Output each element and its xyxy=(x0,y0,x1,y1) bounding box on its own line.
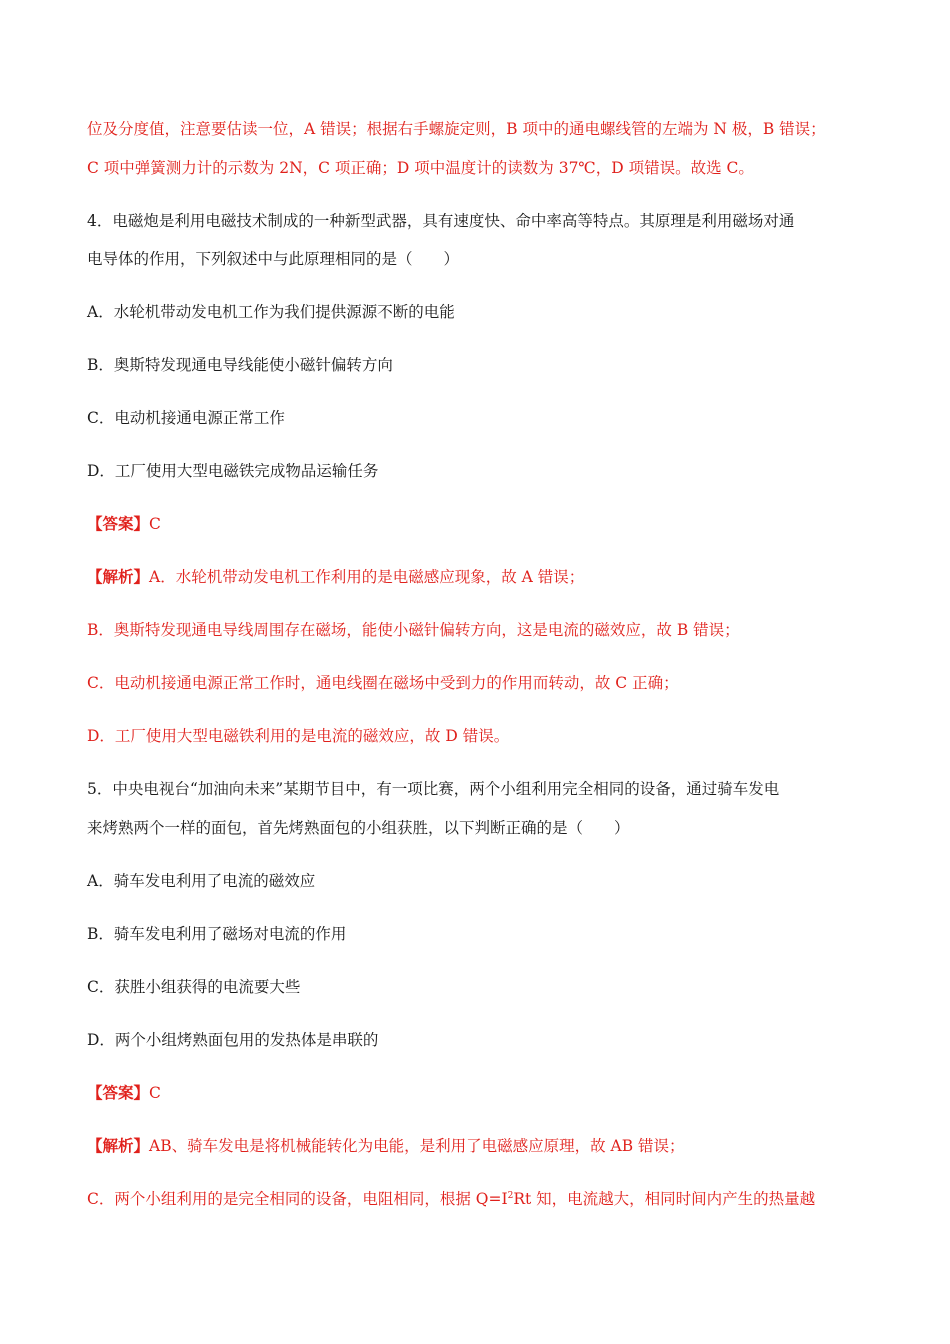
continuation-line-1: 位及分度值，注意要估读一位，A 错误；根据右手螺旋定则，B 项中的通电螺线管的左端为 N 极，B 错误； xyxy=(87,120,826,138)
answer-tag: 【答案】 xyxy=(87,1083,150,1102)
q4-stem-line-2: 电导体的作用，下列叙述中与此原理相同的是（ ） xyxy=(87,250,460,268)
q4-option-d: D．工厂使用大型电磁铁完成物品运输任务 xyxy=(87,462,379,480)
analysis-text: A．水轮机带动发电机工作利用的是电磁感应现象，故 A 错误； xyxy=(149,568,585,586)
analysis-text: AB、骑车发电是将机械能转化为电能，是利用了电磁感应原理，故 AB 错误； xyxy=(149,1137,685,1155)
analysis-text-pre: C．两个小组利用的是完全相同的设备，电阻相同，根据 Q=I xyxy=(87,1190,508,1208)
answer-value: C xyxy=(149,515,161,533)
q4-stem-line-1: 4．电磁炮是利用电磁技术制成的一种新型武器，具有速度快、命中率高等特点。其原理是利用磁场对通 xyxy=(87,212,795,230)
q4-analysis-line-1 xyxy=(87,566,877,588)
answer-tag: 【答案】 xyxy=(87,514,150,533)
q5-analysis-line-2 xyxy=(87,1188,877,1210)
q4-option-b: B．奥斯特发现通电导线能使小磁针偏转方向 xyxy=(87,356,393,374)
q4-analysis-line-4: D．工厂使用大型电磁铁利用的是电流的磁效应，故 D 错误。 xyxy=(87,727,510,745)
q4-answer xyxy=(87,513,877,535)
analysis-text-post: Rt 知，电流越大，相同时间内产生的热量越 xyxy=(513,1190,816,1208)
exponent: 2 xyxy=(507,1191,514,1201)
q5-option-b: B．骑车发电利用了磁场对电流的作用 xyxy=(87,925,347,943)
q4-option-a: A．水轮机带动发电机工作为我们提供源源不断的电能 xyxy=(87,303,455,321)
continuation-line-2: C 项中弹簧测力计的示数为 2N，C 项正确；D 项中温度计的读数为 37℃，D 项错误。故选 C。 xyxy=(87,159,754,177)
q4-option-c: C．电动机接通电源正常工作 xyxy=(87,409,285,427)
answer-value: C xyxy=(149,1084,161,1102)
q5-stem-line-1: 5．中央电视台“加油向未来”某期节目中，有一项比赛，两个小组利用完全相同的设备，通过骑车发电 xyxy=(87,780,780,798)
q5-option-c: C．获胜小组获得的电流要大些 xyxy=(87,978,301,996)
q4-analysis-line-2: B．奥斯特发现通电导线周围存在磁场，能使小磁针偏转方向，这是电流的磁效应，故 B 错误； xyxy=(87,621,740,639)
q5-stem-line-2: 来烤熟两个一样的面包，首先烤熟面包的小组获胜，以下判断正确的是（ ） xyxy=(87,819,630,837)
q5-option-a: A．骑车发电利用了电流的磁效应 xyxy=(87,872,316,890)
analysis-tag: 【解析】 xyxy=(87,1136,150,1155)
q5-analysis-line-1 xyxy=(87,1135,877,1157)
q4-analysis-line-3: C．电动机接通电源正常工作时，通电线圈在磁场中受到力的作用而转动，故 C 正确； xyxy=(87,674,679,692)
analysis-tag: 【解析】 xyxy=(87,567,150,586)
q5-answer xyxy=(87,1082,877,1104)
q5-option-d: D．两个小组烤熟面包用的发热体是串联的 xyxy=(87,1031,379,1049)
